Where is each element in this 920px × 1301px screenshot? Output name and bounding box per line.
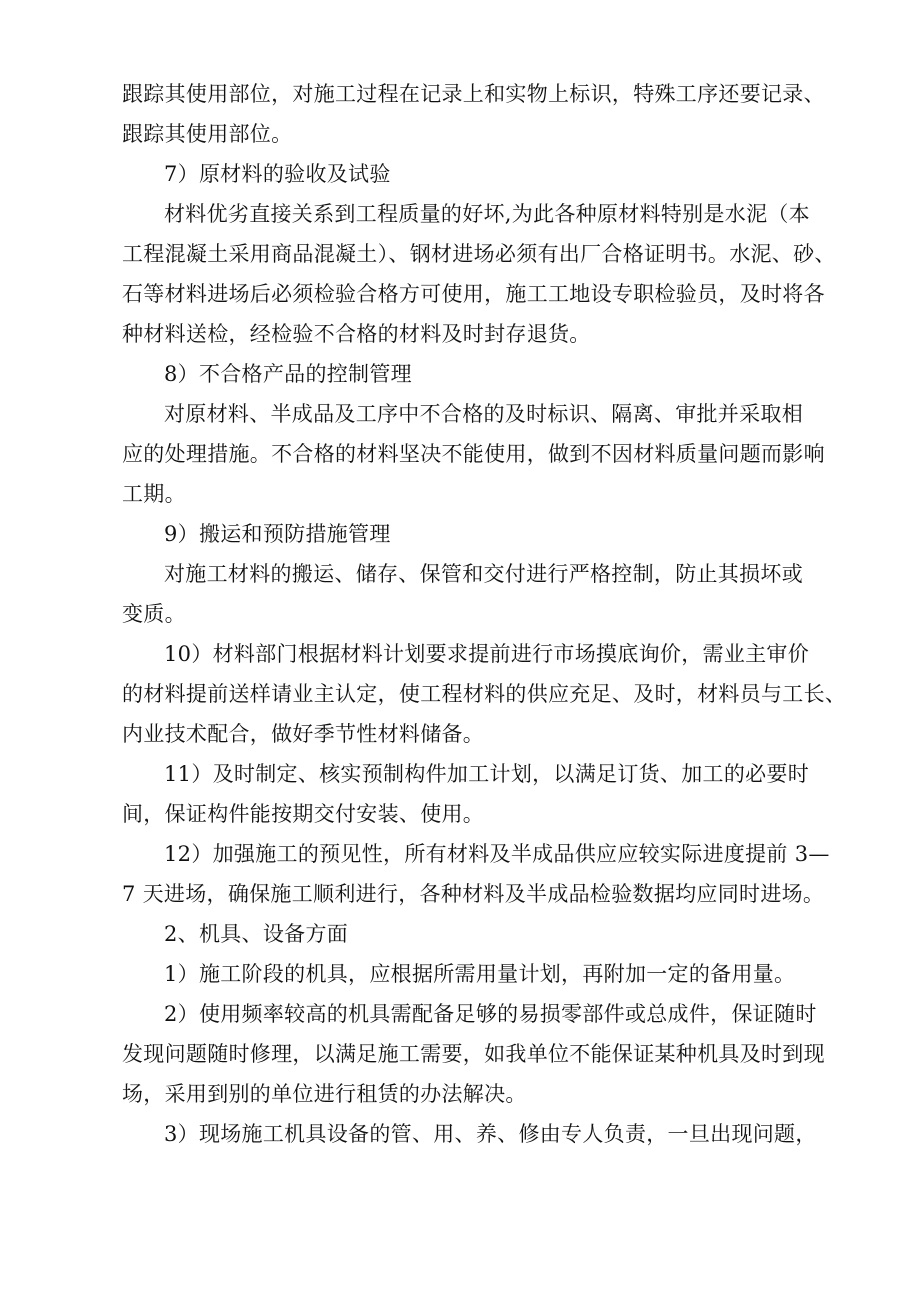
text-line: 场，采用到别的单位进行租赁的办法解决。: [122, 1082, 527, 1106]
paragraph-p10: [122, 634, 847, 754]
document-body: [122, 74, 847, 1154]
text-line: 11）及时制定、核实预制构件加工计划，以满足订货、加工的必要时: [164, 762, 810, 786]
text-line: 间，保证构件能按期交付安装、使用。: [122, 802, 485, 826]
text-line: 2、机具、设备方面: [164, 922, 349, 946]
text-line: 1）施工阶段的机具，应根据所需用量计划，再附加一定的备用量。: [164, 962, 796, 986]
paragraph-s2: [122, 914, 806, 954]
paragraph-p12: [122, 834, 830, 914]
paragraph-q3: [122, 1114, 817, 1154]
paragraph-p9: [122, 554, 806, 634]
text-line: 发现问题随时修理，以满足施工需要，如我单位不能保证某种机具及时到现: [122, 1042, 825, 1066]
text-line: 种材料送检，经检验不合格的材料及时封存退货。: [122, 322, 591, 346]
text-line: 12）加强施工的预见性，所有材料及半成品供应应较实际进度提前 3—: [164, 842, 830, 866]
paragraph-h8: [122, 354, 806, 394]
paragraph-h7: [122, 154, 806, 194]
paragraph-q2: [122, 994, 825, 1114]
text-line: 石等材料进场后必须检验合格方可使用，施工工地设专职检验员，及时将各: [122, 282, 825, 306]
text-line: 7）原材料的验收及试验: [164, 162, 391, 186]
paragraph-q1: [122, 954, 806, 994]
text-line: 材料优劣直接关系到工程质量的好坏,为此各种原材料特别是水泥（本: [164, 202, 810, 226]
text-line: 工期。: [122, 482, 186, 506]
text-line: 跟踪其使用部位。: [122, 122, 293, 146]
paragraph-p11: [122, 754, 810, 834]
text-line: 的材料提前送样请业主认定，使工程材料的供应充足、及时，材料员与工长、: [122, 682, 847, 706]
text-line: 对原材料、半成品及工序中不合格的及时标识、隔离、审批并采取相: [164, 402, 803, 426]
paragraph-h9: [122, 514, 806, 554]
text-line: 8）不合格产品的控制管理: [164, 362, 412, 386]
text-line: 7 天进场，确保施工顺利进行，各种材料及半成品检验数据均应同时进场。: [122, 882, 825, 906]
text-line: 应的处理措施。不合格的材料坚决不能使用，做到不因材料质量问题而影响: [122, 442, 825, 466]
text-line: 变质。: [122, 602, 186, 626]
paragraph-p0: [122, 74, 825, 154]
paragraph-p7: [122, 194, 836, 354]
text-line: 工程混凝土采用商品混凝土）、钢材进场必须有出厂合格证明书。水泥、砂、: [122, 242, 836, 266]
text-line: 3）现场施工机具设备的管、用、养、修由专人负责，一旦出现问题，: [164, 1122, 817, 1146]
text-line: 2）使用频率较高的机具需配备足够的易损零部件或总成件，保证随时: [164, 1002, 817, 1026]
text-line: 内业技术配合，做好季节性材料储备。: [122, 722, 485, 746]
text-line: 对施工材料的搬运、储存、保管和交付进行严格控制，防止其损坏或: [164, 562, 803, 586]
text-line: 9）搬运和预防措施管理: [164, 522, 391, 546]
paragraph-p8: [122, 394, 825, 514]
text-line: 跟踪其使用部位，对施工过程在记录上和实物上标识，特殊工序还要记录、: [122, 82, 825, 106]
text-line: 10）材料部门根据材料计划要求提前进行市场摸底询价，需业主审价: [164, 642, 810, 666]
